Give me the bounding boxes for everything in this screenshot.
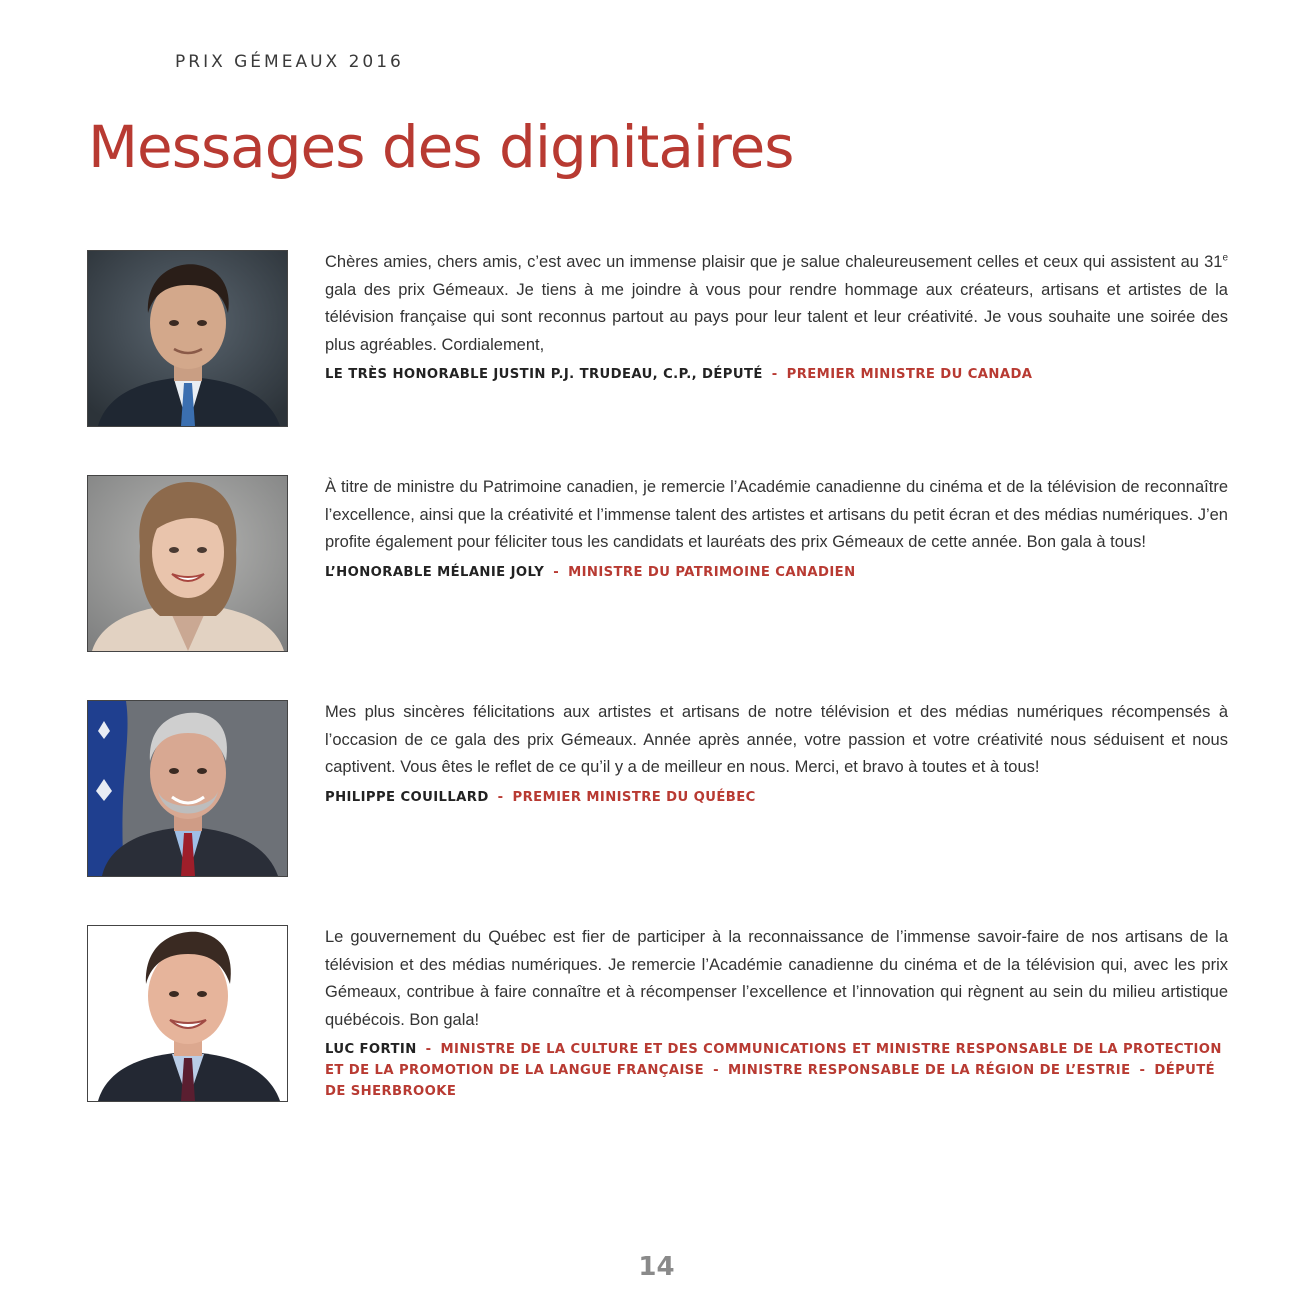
portrait-photo xyxy=(87,250,288,427)
signatory-name: LE TRÈS HONORABLE JUSTIN P.J. TRUDEAU, C.P., DÉPUTÉ xyxy=(325,367,763,382)
signatory-name: PHILIPPE COUILLARD xyxy=(325,789,489,805)
signature xyxy=(325,562,1228,583)
signatory-title: MINISTRE DU PATRIMOINE CANADIEN xyxy=(568,564,856,580)
signature-separator: - xyxy=(553,564,560,580)
signatory-name: L’HONORABLE MÉLANIE JOLY xyxy=(325,564,545,580)
signature xyxy=(325,1039,1228,1102)
message-text: Le gouvernement du Québec est fier de participer à la reconnaissance de l’immense savoir-faire de nos artisans de la télévision et des médias numériques. Je remercie l’Académie canadienne du cinéma et de la télévision qui, avec les prix Gémeaux, contribue à faire connaître et à récompenser l’excellence et l’innovation qui règnent au sein du milieu artistique québécois. Bon gala! xyxy=(325,928,1228,1029)
signatory-title: PREMIER MINISTRE DU QUÉBEC xyxy=(512,789,756,805)
signature-separator: - xyxy=(425,1042,432,1057)
message-text: Mes plus sincères félicitations aux artistes et artisans de notre télévision et des médias numériques récompensés à l’occasion de ce gala des prix Gémeaux. Année après année, votre passion et votre créativité nous séduisent et nous captivent. Vous êtes le reflet de ce qu’il y a de meilleur en nous. Merci, et bravo à toutes et à tous! xyxy=(325,703,1228,776)
signature xyxy=(325,364,1228,385)
signature-separator: - xyxy=(713,1063,719,1078)
message-text: À titre de ministre du Patrimoine canadien, je remercie l’Académie canadienne du cinéma et de la télévision de reconnaître l’excellence, ainsi que la créativité et l’immense talent des artistes et artisans du petit écran et des médias numériques. J’en profite également pour féliciter tous les candidats et lauréats des prix Gémeaux de cette année. Bon gala à tous! xyxy=(325,478,1228,551)
signature-separator: - xyxy=(771,367,778,382)
dignitary-entry xyxy=(87,250,1228,428)
page-title: Messages des dignitaires xyxy=(88,113,794,181)
dignitary-entry xyxy=(87,925,1228,1103)
portrait-photo xyxy=(87,700,288,877)
running-head: PRIX GÉMEAUX 2016 xyxy=(175,52,404,72)
signatory-title: MINISTRE DE LA CULTURE ET DES COMMUNICATIONS ET MINISTRE RESPONSABLE DE LA PROTECTION ET DE LA PROMOTION DE LA LANGUE FRANÇAISE xyxy=(325,1042,1222,1078)
message-text: Chères amies, chers amis, c’est avec un immense plaisir que je salue chaleureusement celles et ceux qui assistent au 31e gala des prix Gémeaux. Je tiens à me joindre à vous pour rendre hommage aux créateurs, artisans et artistes de la télévision française qui sont reconnus partout au pays pour leur talent et leur créativité. Je vous souhaite une soirée des plus agréables. Cordialement, xyxy=(325,252,1228,354)
signature-separator: - xyxy=(497,789,504,805)
signatory-title: MINISTRE RESPONSABLE DE LA RÉGION DE L’ESTRIE xyxy=(727,1063,1131,1078)
signatory-title: PREMIER MINISTRE DU CANADA xyxy=(786,367,1033,382)
signature-separator: - xyxy=(1139,1063,1146,1078)
portrait-photo xyxy=(87,925,288,1102)
signature xyxy=(325,787,1228,808)
page-number: 14 xyxy=(638,1252,675,1282)
signatory-name: LUC FORTIN xyxy=(325,1042,417,1057)
dignitary-entry xyxy=(87,475,1228,653)
signatory-title: DÉPUTÉ DE SHERBROOKE xyxy=(325,1063,1216,1099)
dignitary-entry xyxy=(87,700,1228,878)
portrait-photo xyxy=(87,475,288,652)
